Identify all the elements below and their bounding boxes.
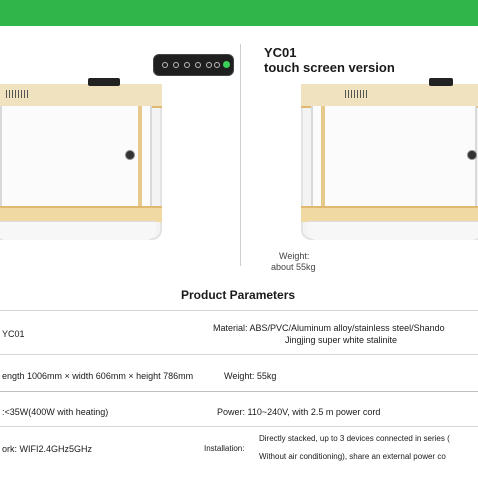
cabinet-foot <box>307 221 478 240</box>
control-panel <box>429 78 453 86</box>
param-material-line1: Material: ABS/PVC/Aluminum alloy/stainless steel/Shando <box>213 323 445 333</box>
control-panel <box>88 78 120 86</box>
fan-icon <box>195 62 201 68</box>
row-divider <box>0 426 478 427</box>
temperature-icon <box>184 62 190 68</box>
light-icon <box>173 62 179 68</box>
cabinet-image-right <box>301 84 478 240</box>
table-top-rule <box>0 310 478 311</box>
section-title: Product Parameters <box>181 288 296 302</box>
row-divider <box>0 391 478 392</box>
param-power-consumption: :<35W(400W with heating) <box>2 407 109 417</box>
cabinet-foot <box>0 221 156 240</box>
row-divider <box>0 354 478 355</box>
status-led-icon <box>223 61 230 68</box>
cabinet-base <box>0 206 162 222</box>
weight-label: Weight: <box>279 251 310 261</box>
vent-icon <box>345 90 367 98</box>
cabinet-post <box>138 106 142 210</box>
param-material-line2: Jingjing super white stalinite <box>285 335 398 345</box>
door-knob-icon <box>125 150 135 160</box>
header-accent-bar <box>0 0 478 26</box>
param-model: YC01 <box>2 329 25 339</box>
param-network: ork: WIFI2.4GHz5GHz <box>2 444 93 454</box>
cabinet-glass <box>311 106 477 210</box>
param-weight: Weight: 55kg <box>224 371 277 381</box>
timer-icon <box>214 62 220 68</box>
vertical-divider <box>240 44 241 266</box>
model-label: YC01 <box>264 45 297 60</box>
humidity-icon <box>206 62 212 68</box>
param-power-supply: Power: 110~240V, with 2.5 m power cord <box>217 407 381 417</box>
power-icon <box>162 62 168 68</box>
param-installation-line1: Directly stacked, up to 3 devices connected in series ( <box>259 434 450 443</box>
version-label: touch screen version <box>264 60 395 75</box>
door-knob-icon <box>467 150 477 160</box>
param-installation-label: Installation: <box>204 444 245 453</box>
weight-value: about 55kg <box>271 262 316 272</box>
vent-icon <box>6 90 28 98</box>
cabinet-light-strip <box>301 84 478 108</box>
param-installation-line2: Without air conditioning), share an external power co <box>259 452 446 461</box>
cabinet-image-left <box>0 84 162 240</box>
cabinet-post <box>321 106 325 210</box>
touch-panel <box>153 54 234 76</box>
cabinet-base <box>301 206 478 222</box>
param-dimensions: ength 1006mm × width 606mm × height 786mm <box>2 371 194 381</box>
